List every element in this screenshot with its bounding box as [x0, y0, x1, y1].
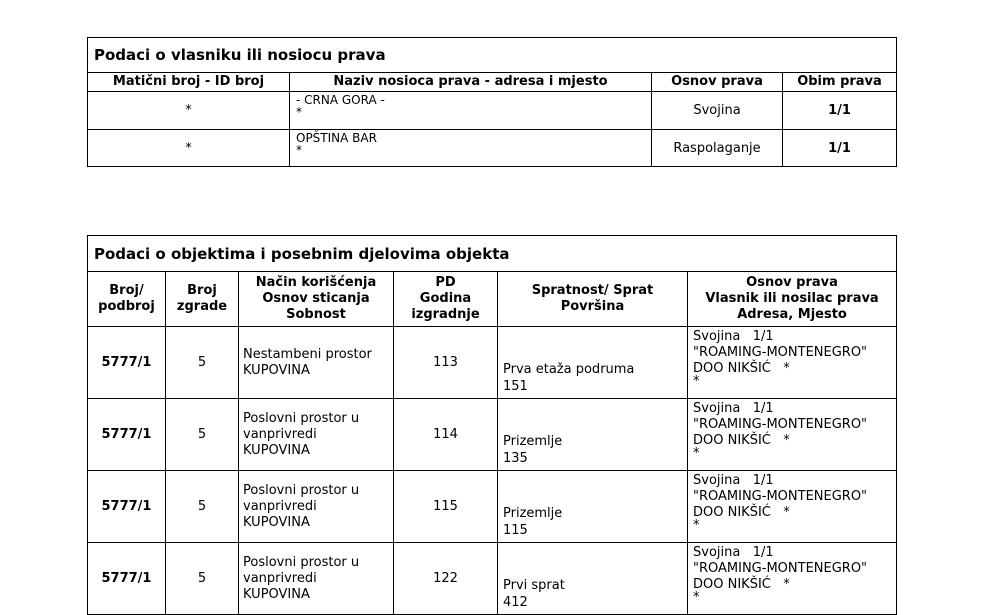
owners-header-id: Matični broj - ID broj — [88, 73, 290, 92]
owner-id: * — [88, 92, 290, 130]
owner-id: * — [88, 130, 290, 167]
owner-name-line1: - CRNA GORA - — [296, 93, 385, 107]
objects-header-usage: Način korišćenja Osnov sticanja Sobnost — [239, 272, 394, 327]
object-owner: Svojina 1/1 "ROAMING-MONTENEGRO" DOO NIKŠIĆ * * — [688, 399, 897, 471]
object-row — [88, 543, 897, 615]
object-number: 5777/1 — [88, 327, 166, 399]
owners-header-basis: Osnov prava — [652, 73, 783, 92]
object-usage: Poslovni prostor u vanprivredi KUPOVINA — [239, 543, 394, 615]
object-row — [88, 327, 897, 399]
object-pd: 122 — [394, 543, 498, 615]
object-number: 5777/1 — [88, 399, 166, 471]
owner-name — [290, 92, 652, 130]
object-pd: 114 — [394, 399, 498, 471]
objects-table — [87, 235, 897, 615]
object-row — [88, 471, 897, 543]
object-floor: Prva etaža podruma 151 — [498, 327, 688, 399]
object-usage: Poslovni prostor u vanprivredi KUPOVINA — [239, 471, 394, 543]
owner-basis: Svojina — [652, 92, 783, 130]
owner-name-line2: * — [296, 105, 302, 119]
owners-header-share: Obim prava — [783, 73, 897, 92]
object-building: 5 — [166, 543, 239, 615]
owner-basis: Raspolaganje — [652, 130, 783, 167]
object-floor: Prizemlje 115 — [498, 471, 688, 543]
owners-title: Podaci o vlasniku ili nosiocu prava — [88, 38, 897, 73]
object-number: 5777/1 — [88, 543, 166, 615]
object-row — [88, 399, 897, 471]
object-pd: 115 — [394, 471, 498, 543]
object-usage: Poslovni prostor u vanprivredi KUPOVINA — [239, 399, 394, 471]
object-building: 5 — [166, 471, 239, 543]
object-owner: Svojina 1/1 "ROAMING-MONTENEGRO" DOO NIKŠIĆ * * — [688, 327, 897, 399]
owner-share: 1/1 — [783, 92, 897, 130]
owners-table — [87, 37, 897, 167]
object-floor: Prvi sprat 412 — [498, 543, 688, 615]
object-pd: 113 — [394, 327, 498, 399]
object-usage: Nestambeni prostor KUPOVINA — [239, 327, 394, 399]
owner-name-line2: * — [296, 143, 302, 157]
object-owner: Svojina 1/1 "ROAMING-MONTENEGRO" DOO NIKŠIĆ * * — [688, 471, 897, 543]
owner-row — [88, 92, 897, 130]
object-number: 5777/1 — [88, 471, 166, 543]
object-building: 5 — [166, 327, 239, 399]
objects-header-floor: Spratnost/ Sprat Površina — [498, 272, 688, 327]
objects-header-building: Broj zgrade — [166, 272, 239, 327]
owners-header-name: Naziv nosioca prava - adresa i mjesto — [290, 73, 652, 92]
object-floor: Prizemlje 135 — [498, 399, 688, 471]
objects-header-owner: Osnov prava Vlasnik ili nosilac prava Adresa, Mjesto — [688, 272, 897, 327]
object-owner: Svojina 1/1 "ROAMING-MONTENEGRO" DOO NIKŠIĆ * * — [688, 543, 897, 615]
objects-title: Podaci o objektima i posebnim djelovima objekta — [88, 236, 897, 272]
owner-share: 1/1 — [783, 130, 897, 167]
owner-row — [88, 130, 897, 167]
object-building: 5 — [166, 399, 239, 471]
owner-name — [290, 130, 652, 167]
objects-header-pd: PD Godina izgradnje — [394, 272, 498, 327]
owner-name-line1: OPŠTINA BAR — [296, 131, 377, 145]
objects-header-number: Broj/ podbroj — [88, 272, 166, 327]
